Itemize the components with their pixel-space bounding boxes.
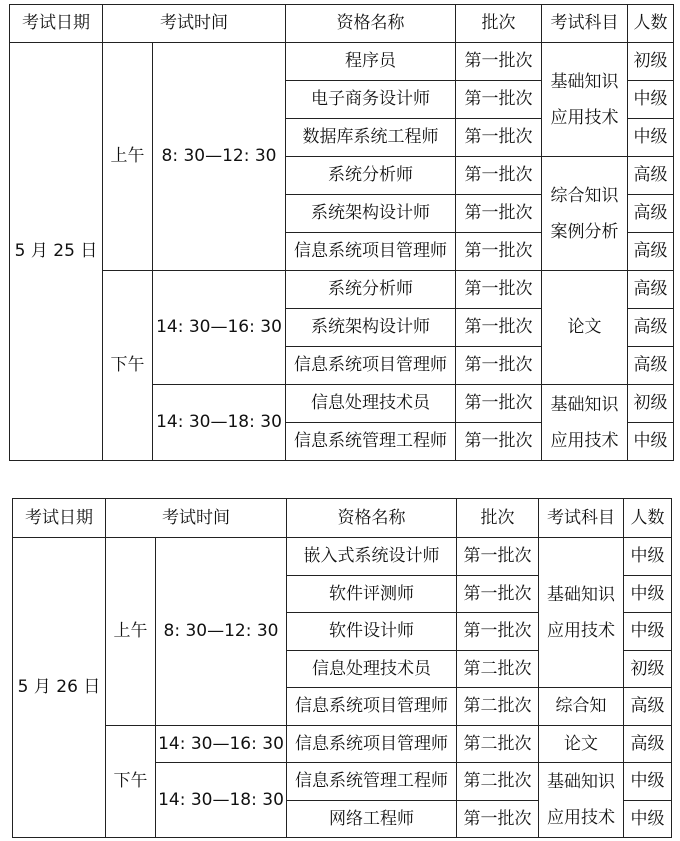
level-cell: 中级 <box>624 575 672 613</box>
qualification-name: 信息系统项目管理师 <box>286 233 456 271</box>
batch-cell: 第一批次 <box>456 195 542 233</box>
level-cell: 高级 <box>624 688 672 726</box>
subject-comprehensive-case <box>542 157 628 271</box>
header-batch: 批次 <box>457 499 539 538</box>
subject-line: 基础知识 <box>550 394 619 415</box>
batch-cell: 第二批次 <box>457 688 539 726</box>
table-row <box>10 271 674 309</box>
level-cell: 高级 <box>628 233 674 271</box>
subject-basic-applied <box>542 43 628 157</box>
batch-cell: 第一批次 <box>456 423 542 461</box>
qualification-name: 程序员 <box>286 43 456 81</box>
qualification-name: 网络工程师 <box>287 800 457 838</box>
exam-schedule-table-may26 <box>12 498 672 838</box>
afternoon-label: 下午 <box>106 725 156 838</box>
afternoon-label: 下午 <box>103 271 153 461</box>
qualification-name: 信息系统项目管理师 <box>286 347 456 385</box>
batch-cell: 第一批次 <box>457 613 539 651</box>
level-cell: 高级 <box>624 725 672 763</box>
qualification-name: 数据库系统工程师 <box>286 119 456 157</box>
table-row <box>13 725 672 763</box>
batch-cell: 第一批次 <box>456 43 542 81</box>
qualification-name: 嵌入式系统设计师 <box>287 538 457 576</box>
afternoon-time-1: 14: 30—16: 30 <box>153 271 286 385</box>
batch-cell: 第一批次 <box>456 347 542 385</box>
exam-schedule-table-may25 <box>9 4 674 461</box>
header-batch: 批次 <box>456 5 542 43</box>
header-qualification: 资格名称 <box>287 499 457 538</box>
batch-cell: 第一批次 <box>456 81 542 119</box>
subject-line: 应用技术 <box>547 620 615 641</box>
level-cell: 中级 <box>624 800 672 838</box>
subject-line: 应用技术 <box>547 808 615 828</box>
batch-cell: 第一批次 <box>456 157 542 195</box>
subject-line: 基础知识 <box>550 71 619 92</box>
batch-cell: 第二批次 <box>457 763 539 801</box>
header-subject: 考试科目 <box>539 499 624 538</box>
exam-date-cell: 5 月 26 日 <box>13 538 106 838</box>
batch-cell: 第一批次 <box>457 538 539 576</box>
batch-cell: 第一批次 <box>456 233 542 271</box>
batch-cell: 第一批次 <box>456 385 542 423</box>
subject-line: 基础知识 <box>547 772 615 792</box>
batch-cell: 第一批次 <box>457 575 539 613</box>
subject-line: 应用技术 <box>550 430 619 451</box>
level-cell: 高级 <box>628 157 674 195</box>
morning-time: 8: 30—12: 30 <box>153 43 286 271</box>
subject-line: 应用技术 <box>550 107 619 128</box>
qualification-name: 系统分析师 <box>286 271 456 309</box>
header-subject: 考试科目 <box>542 5 628 43</box>
subject-essay: 论文 <box>542 271 628 385</box>
subject-line: 基础知识 <box>547 584 615 605</box>
subject-basic-applied <box>539 538 624 688</box>
level-cell: 高级 <box>628 309 674 347</box>
level-cell: 高级 <box>628 195 674 233</box>
level-cell: 初级 <box>628 385 674 423</box>
afternoon-time-2: 14: 30—18: 30 <box>156 763 287 838</box>
qualification-name: 信息系统项目管理师 <box>287 688 457 726</box>
level-cell: 初级 <box>624 650 672 688</box>
qualification-name: 信息系统项目管理师 <box>287 725 457 763</box>
subject-comprehensive: 综合知 <box>539 688 624 726</box>
batch-cell: 第二批次 <box>457 650 539 688</box>
qualification-name: 电子商务设计师 <box>286 81 456 119</box>
qualification-name: 软件评测师 <box>287 575 457 613</box>
qualification-name: 信息处理技术员 <box>286 385 456 423</box>
subject-essay: 论文 <box>539 725 624 763</box>
qualification-name: 信息系统管理工程师 <box>287 763 457 801</box>
table-row <box>13 538 672 576</box>
level-cell: 初级 <box>628 43 674 81</box>
qualification-name: 信息处理技术员 <box>287 650 457 688</box>
level-cell: 中级 <box>624 538 672 576</box>
header-qualification: 资格名称 <box>286 5 456 43</box>
batch-cell: 第二批次 <box>457 725 539 763</box>
header-level: 人数 <box>624 499 672 538</box>
batch-cell: 第一批次 <box>456 271 542 309</box>
header-exam-date: 考试日期 <box>13 499 106 538</box>
subject-basic-applied <box>542 385 628 461</box>
table-header-row <box>10 5 674 43</box>
qualification-name: 系统架构设计师 <box>286 309 456 347</box>
subject-line: 案例分析 <box>550 221 619 242</box>
batch-cell: 第一批次 <box>456 119 542 157</box>
level-cell: 中级 <box>628 119 674 157</box>
table-header-row <box>13 499 672 538</box>
qualification-name: 软件设计师 <box>287 613 457 651</box>
header-exam-date: 考试日期 <box>10 5 103 43</box>
afternoon-time-2: 14: 30—18: 30 <box>153 385 286 461</box>
level-cell: 中级 <box>624 763 672 801</box>
subject-line: 综合知识 <box>550 185 619 206</box>
batch-cell: 第一批次 <box>457 800 539 838</box>
morning-label: 上午 <box>106 538 156 726</box>
level-cell: 高级 <box>628 347 674 385</box>
afternoon-time-1: 14: 30—16: 30 <box>156 725 287 763</box>
header-exam-time: 考试时间 <box>106 499 287 538</box>
morning-label: 上午 <box>103 43 153 271</box>
morning-time: 8: 30—12: 30 <box>156 538 287 726</box>
header-exam-time: 考试时间 <box>103 5 286 43</box>
level-cell: 中级 <box>628 81 674 119</box>
exam-date-cell: 5 月 25 日 <box>10 43 103 461</box>
level-cell: 中级 <box>624 613 672 651</box>
table-row <box>10 43 674 81</box>
level-cell: 高级 <box>628 271 674 309</box>
header-level: 人数 <box>628 5 674 43</box>
qualification-name: 系统分析师 <box>286 157 456 195</box>
batch-cell: 第一批次 <box>456 309 542 347</box>
qualification-name: 信息系统管理工程师 <box>286 423 456 461</box>
qualification-name: 系统架构设计师 <box>286 195 456 233</box>
subject-basic-applied <box>539 763 624 838</box>
level-cell: 中级 <box>628 423 674 461</box>
